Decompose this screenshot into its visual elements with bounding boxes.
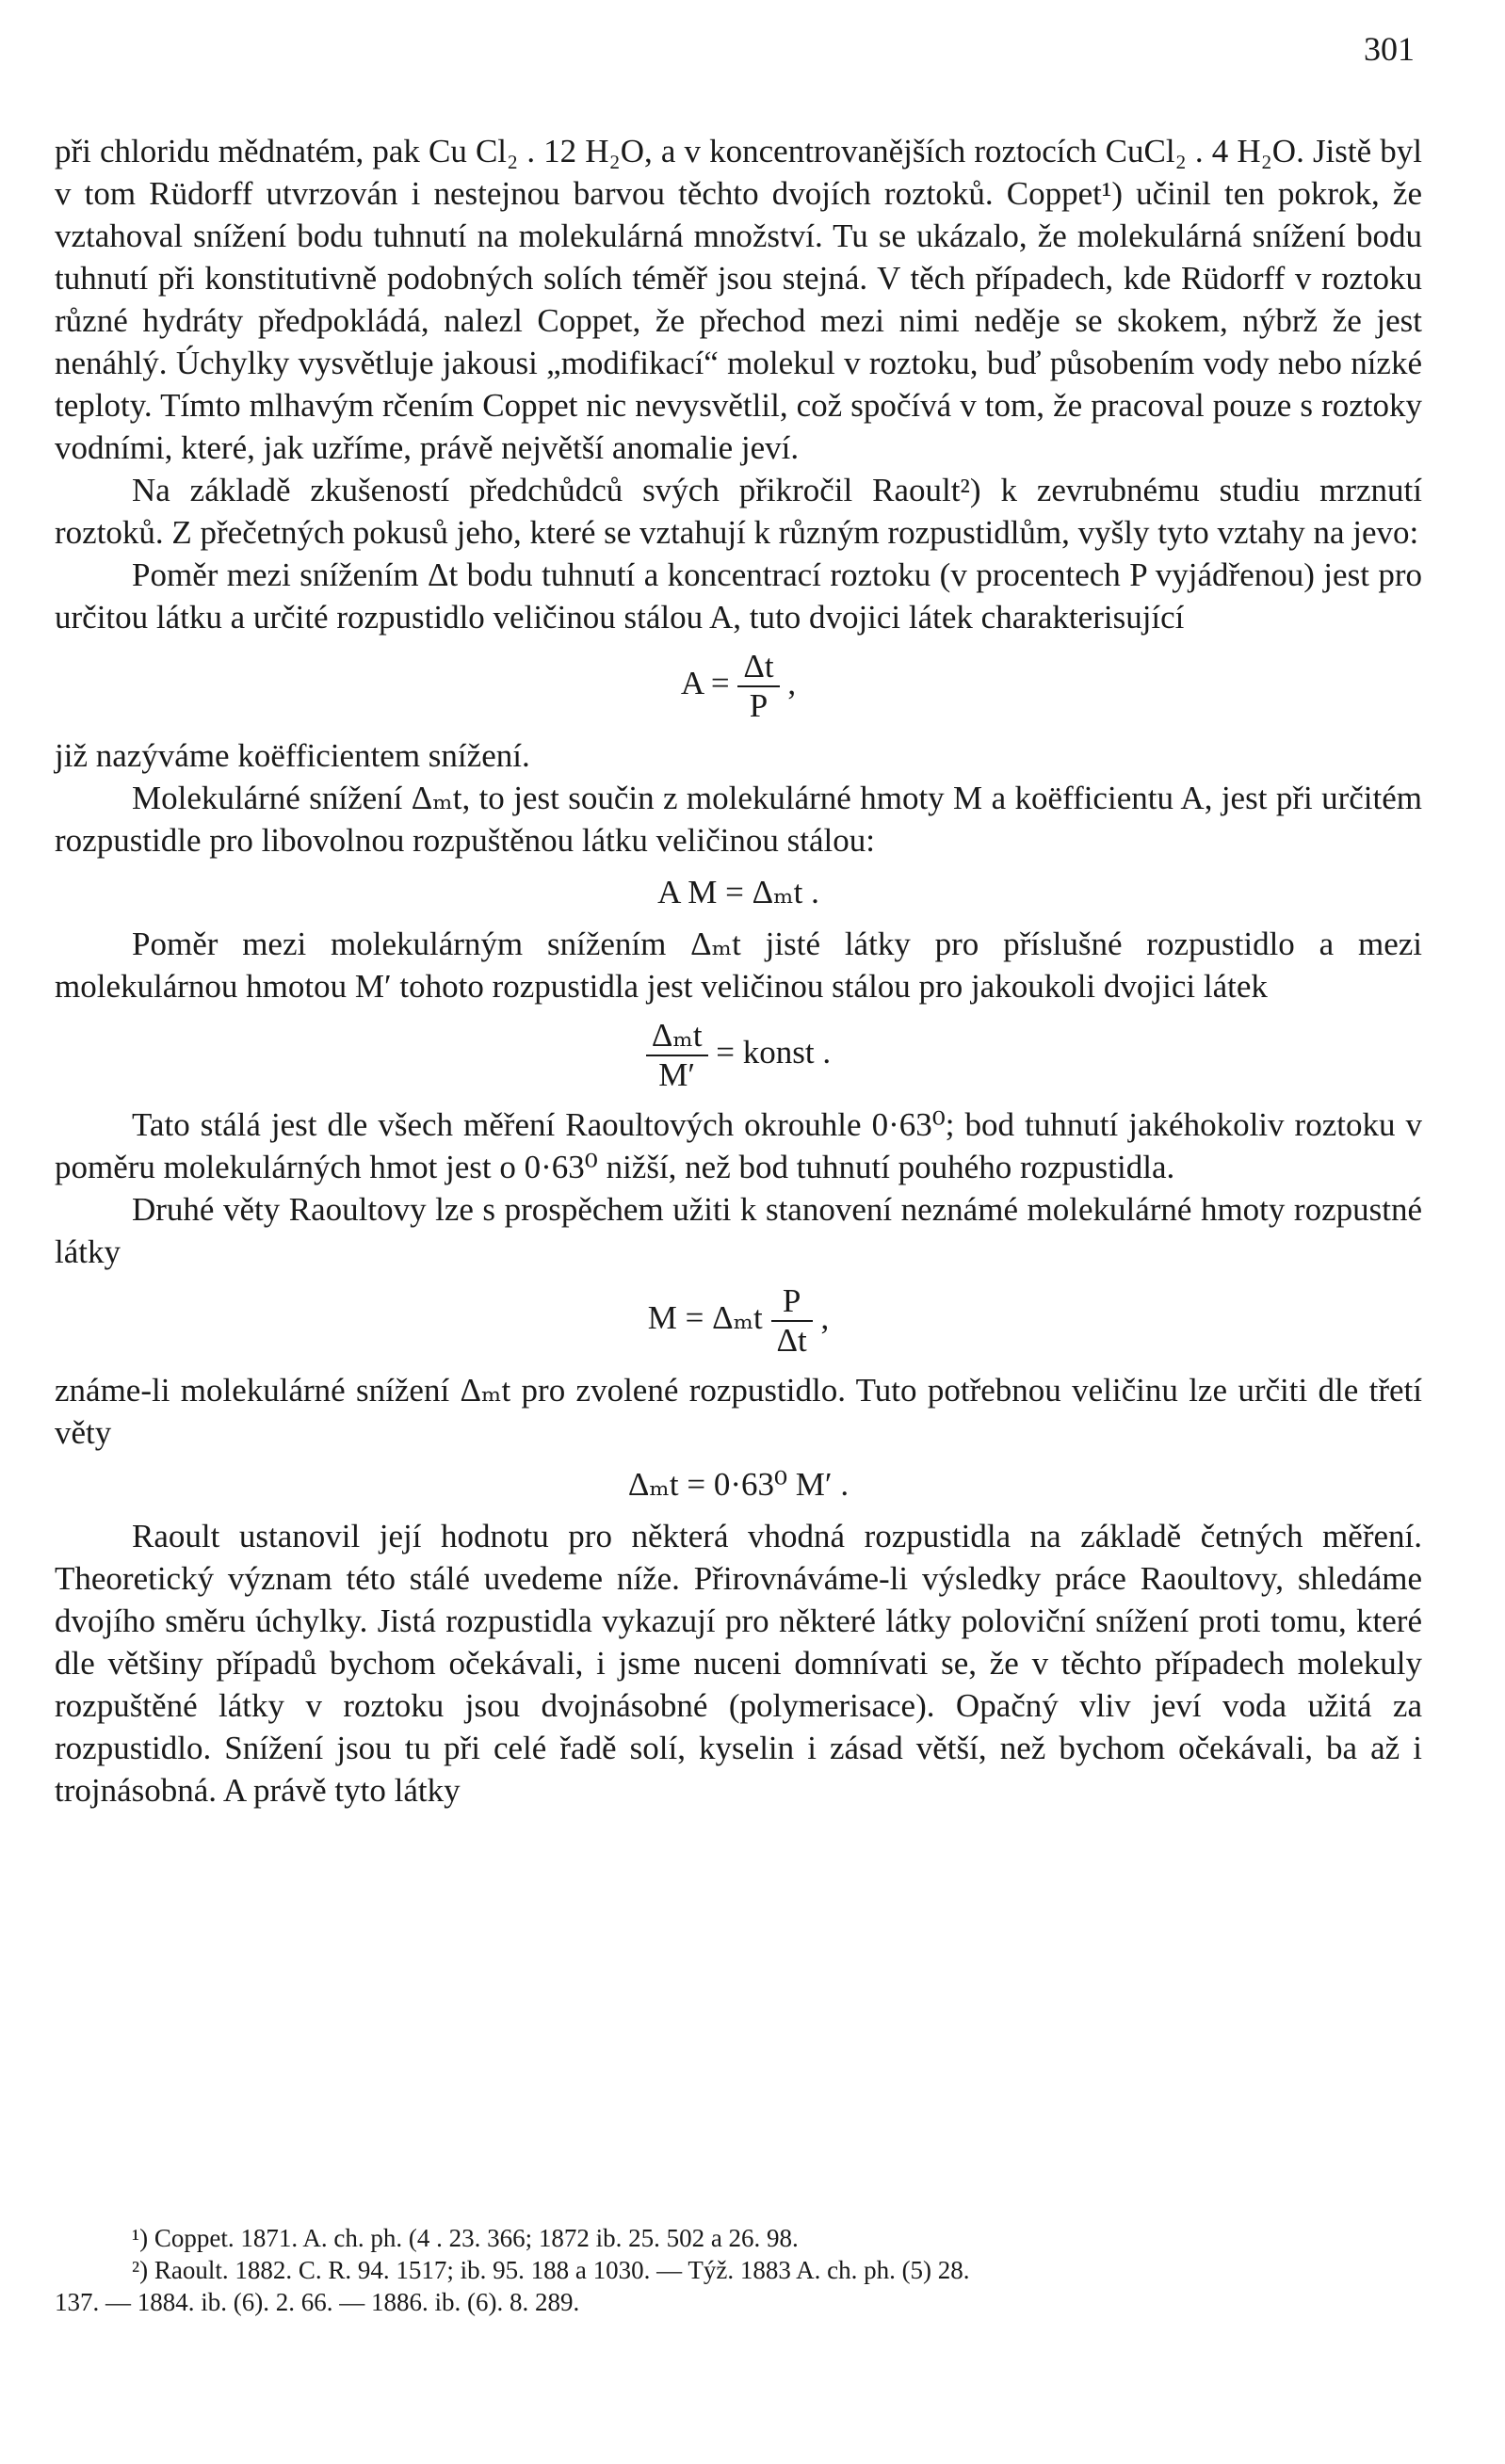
- eq3-fraction: [646, 1017, 708, 1094]
- equation-molar-mass: [55, 1282, 1422, 1360]
- equation-coefficient: [55, 648, 1422, 725]
- footnote-2-continuation: 137. — 1884. ib. (6). 2. 66. — 1886. ib. (6). 8. 289.: [55, 2288, 580, 2316]
- eq4-lhs: M = Δₘt: [647, 1299, 763, 1337]
- paragraph-7: Tato stálá jest dle všech měření Raoultových okrouhle 0·63⁰; bod tuhnutí jakéhokoliv roztoku v poměru molekulárných hmot jest o 0·63⁰ nižší, než bod tuhnutí pouhého rozpustidla.: [55, 1106, 1422, 1185]
- eq4-denominator: Δt: [776, 1322, 807, 1359]
- paragraph-4: již nazýváme koëfficientem snížení.: [55, 737, 530, 774]
- eq1-fraction: [737, 648, 779, 725]
- eq4-tail: ,: [820, 1299, 830, 1337]
- eq1-denominator: P: [749, 687, 769, 724]
- footnote-1: ¹) Coppet. 1871. A. ch. ph. (4 . 23. 366; 1872 ib. 25. 502 a 26. 98.: [132, 2224, 799, 2252]
- page-number: 301: [1364, 30, 1415, 68]
- equation-molecular-depression: A M = Δₘt .: [657, 874, 819, 910]
- paragraph-10: Raoult ustanovil její hodnotu pro některá vhodná rozpustidla na základě četných měření. Theoretický význam této stálé uvedeme níže. Přirovnáváme-li výsledky práce Raoultovy, shledáme dvojího směru úchylky. Jistá rozpustidla vykazují pro některé látky poloviční snížení proti tomu, které dle většiny případů bychom očekávali, i jsme nuceni domnívati se, že v těchto případech molekuly rozpuštěné látky v roztoku jsou dvojnásobné (polymerisace). Opačný vliv jeví voda užitá za rozpustidlo. Snížení jsou tu při celé řadě solí, kyselin i zásad větší, než bychom očekávali, ba až i trojnásobná. A právě tyto látky: [55, 1518, 1422, 1809]
- eq4-fraction: [771, 1282, 813, 1360]
- paragraph-6: Poměr mezi molekulárným snížením Δₘt jisté látky pro příslušné rozpustidlo a mezi molekulárnou hmotou M′ tohoto rozpustidla jest veličinou stálou pro jakoukoli dvojici látek: [55, 926, 1422, 1005]
- eq3-denominator: M′: [658, 1056, 696, 1093]
- footnotes: [55, 2222, 1422, 2318]
- eq3-tail: = konst .: [716, 1034, 832, 1071]
- body-text: [55, 130, 1422, 1812]
- paragraph-1: při chloridu mědnatém, pak Cu Cl₂ . 12 H₂O, a v koncentrovanějších roztocích CuCl₂ . 4 H₂O. Jistě byl v tom Rüdorff utvrzován i nestejnou barvou těchto dvojích roztoků. Coppet¹) učinil ten pokrok, že vztahoval snížení bodu tuhnutí na molekulárná množství. Tu se ukázalo, že molekulárná snížení bodu tuhnutí při konstitutivně podobných solích téměř jsou stejná. V těch případech, kde Rüdorff v roztoku různé hydráty předpokládá, nalezl Coppet, že přechod mezi nimi neděje se skokem, nýbrž že jest nenáhlý. Úchylky vysvětluje jakousi „modifikací“ molekul v roztoku, buď působením vody nebo nízké teploty. Tímto mlhavým rčením Coppet nic nevysvětlil, což spočívá v tom, že pracoval pouze s roztoky vodními, které, jak uzříme, právě největší anomalie jeví.: [55, 133, 1422, 466]
- eq1-numerator: Δt: [737, 648, 779, 687]
- equation-constant: [55, 1017, 1422, 1094]
- paragraph-3: Poměr mezi snížením Δt bodu tuhnutí a koncentrací roztoku (v procentech P vyjádřenou) jest pro určitou látku a určité rozpustidlo veličinou stálou A, tuto dvojici látek charakterisující: [55, 556, 1422, 636]
- footnote-2: ²) Raoult. 1882. C. R. 94. 1517; ib. 95. 188 a 1030. — Týž. 1883 A. ch. ph. (5) 28.: [132, 2256, 970, 2284]
- paragraph-5: Molekulárné snížení Δₘt, to jest součin z molekulárné hmoty M a koëfficientu A, jest při určitém rozpustidle pro libovolnou rozpuštěnou látku veličinou stálou:: [55, 780, 1422, 859]
- eq4-numerator: P: [771, 1282, 813, 1322]
- paragraph-8: Druhé věty Raoultovy lze s prospěchem užiti k stanovení neznámé molekulárné hmoty rozpustné látky: [55, 1191, 1422, 1270]
- equation-third-law: Δₘt = 0·63⁰ M′ .: [627, 1466, 850, 1503]
- paragraph-2: Na základě zkušeností předchůdců svých přikročil Raoult²) k zevrubnému studiu mrznutí roztoků. Z přečetných pokusů jeho, které se vztahují k různým rozpustidlům, vyšly tyto vztahy na jevo:: [55, 472, 1422, 551]
- eq1-lhs: A =: [680, 665, 730, 702]
- paragraph-9: známe-li molekulárné snížení Δₘt pro zvolené rozpustidlo. Tuto potřebnou veličinu lze určiti dle třetí věty: [55, 1372, 1422, 1451]
- eq3-numerator: Δₘt: [646, 1017, 708, 1056]
- eq1-tail: ,: [787, 665, 797, 702]
